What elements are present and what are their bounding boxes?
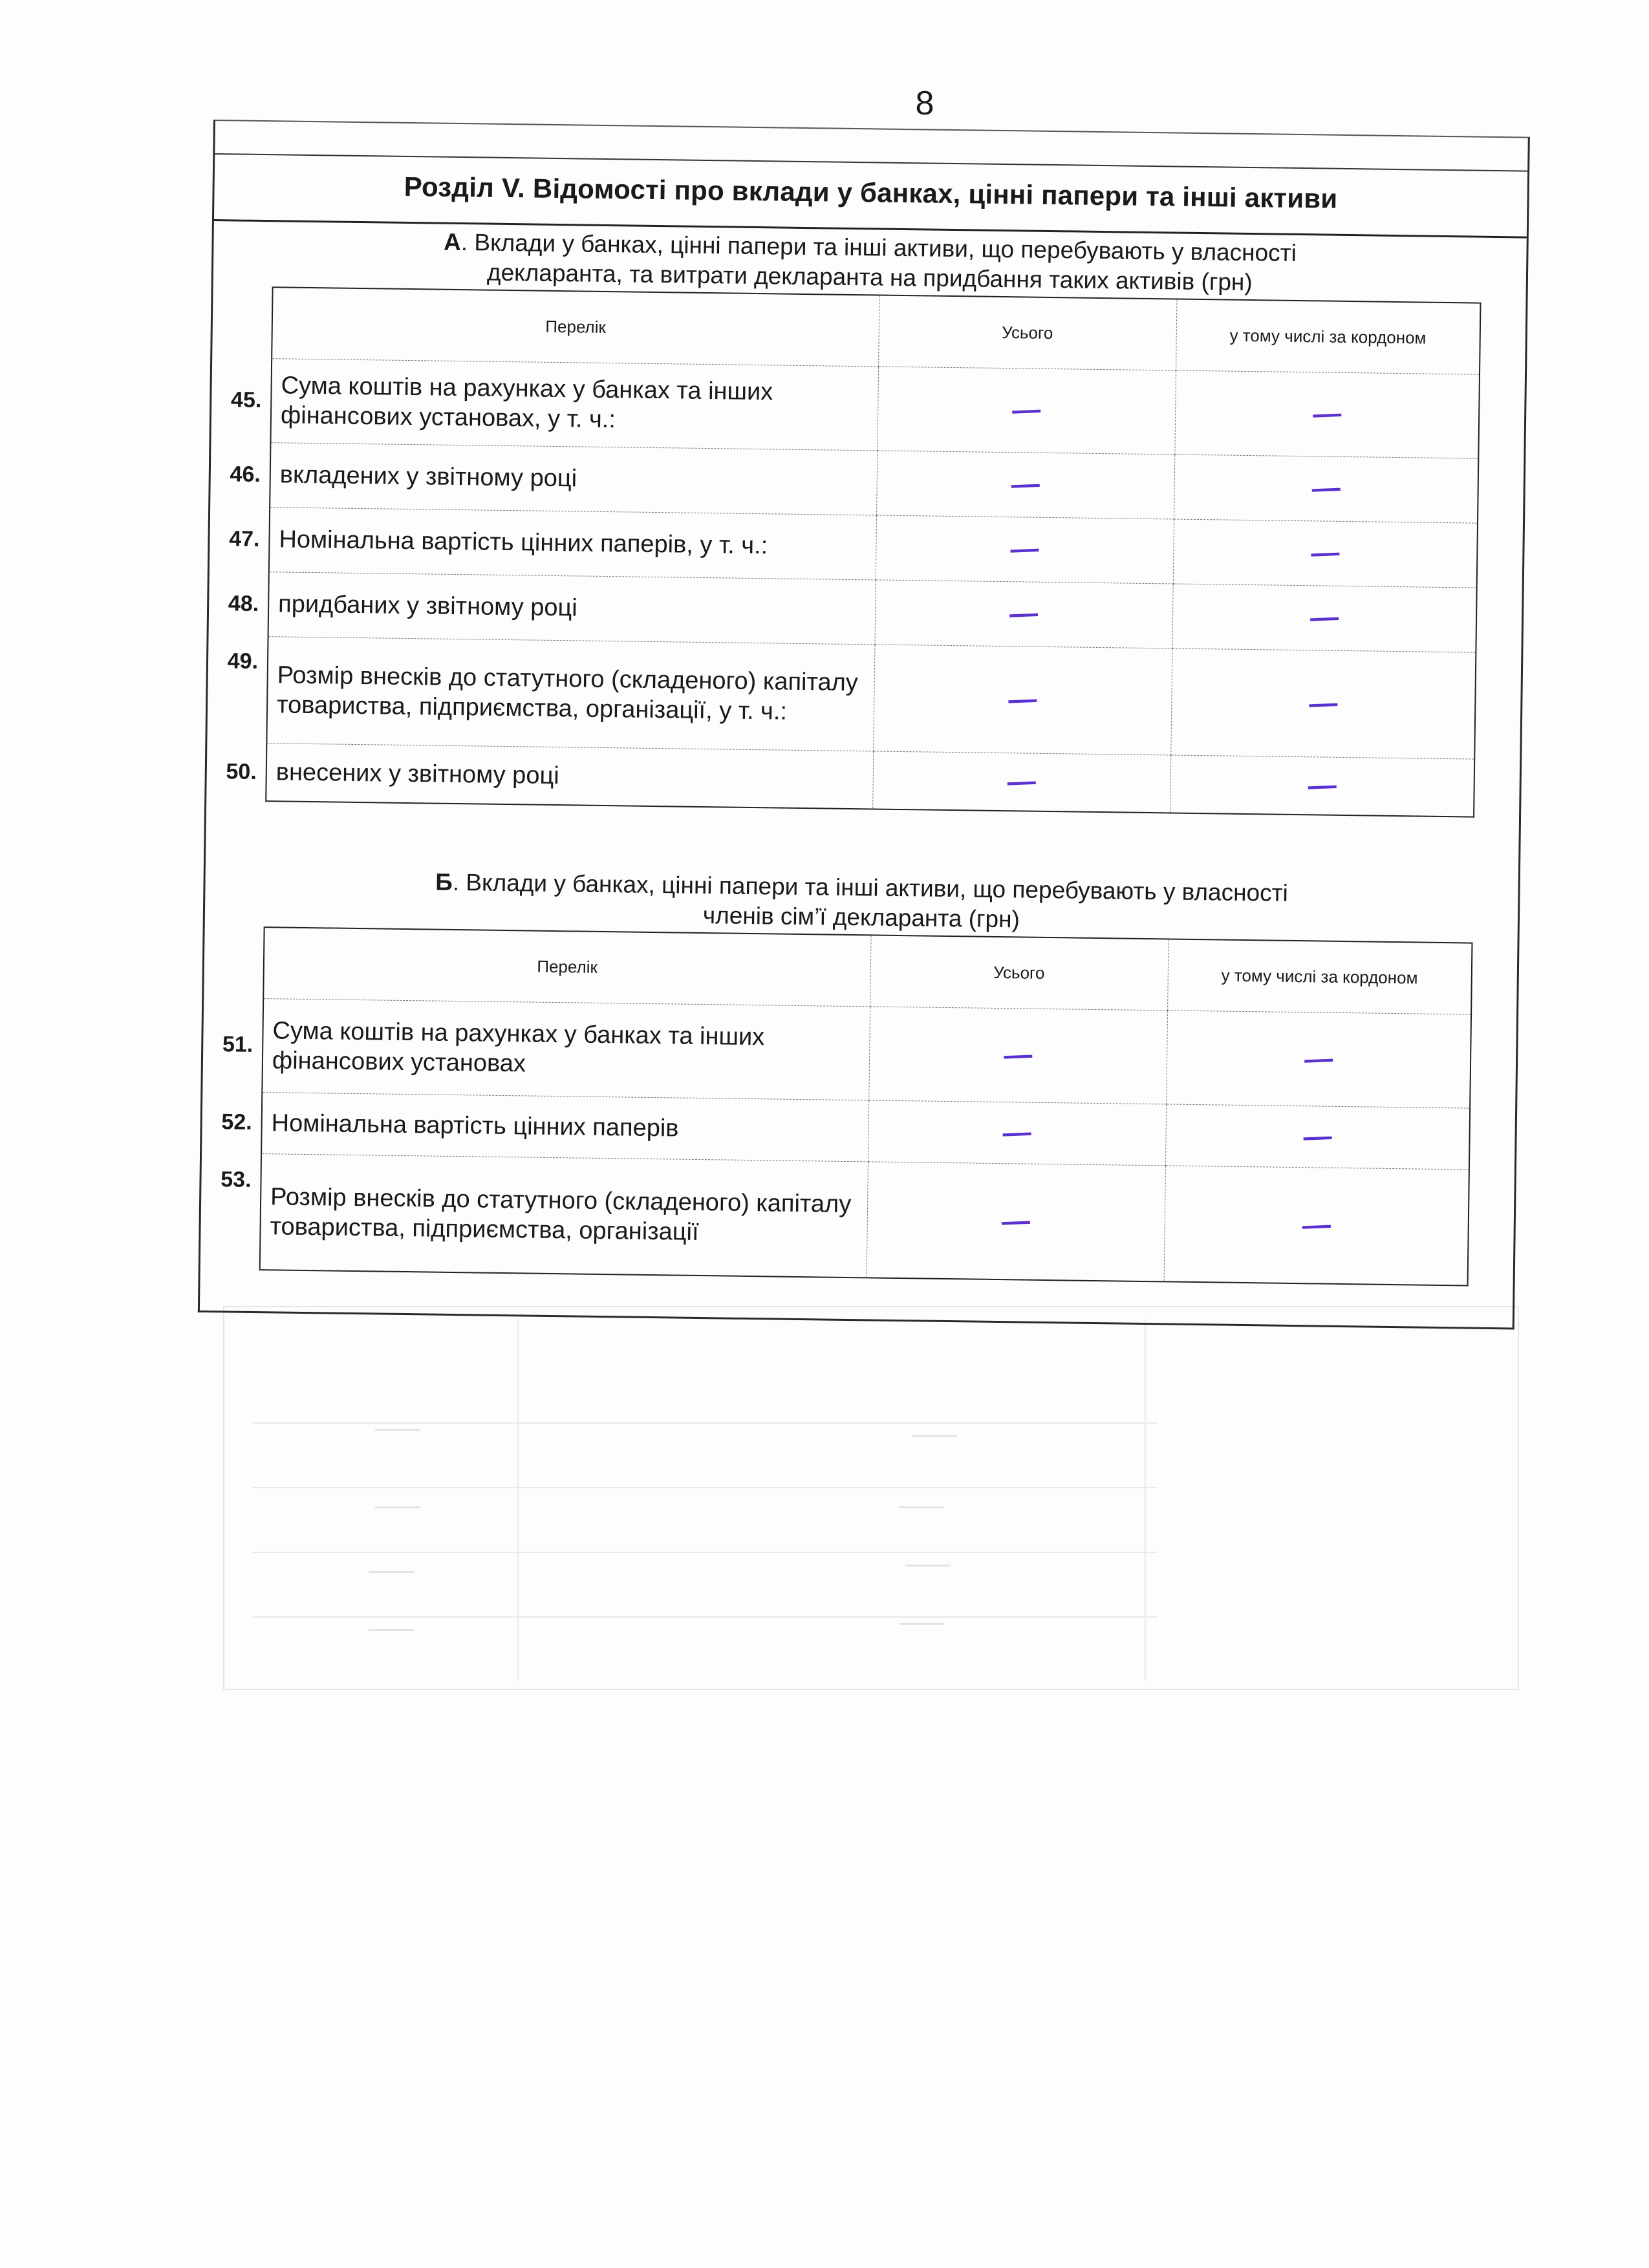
table-row xyxy=(207,636,1476,759)
table-row xyxy=(200,1153,1469,1286)
part-a-letter: А xyxy=(443,228,462,256)
header-list: Перелік xyxy=(263,927,870,1006)
row-number: 53. xyxy=(200,1153,261,1270)
total-value: — xyxy=(1009,532,1040,566)
abroad-value: — xyxy=(1308,687,1339,720)
header-list: Перелік xyxy=(272,287,879,366)
page-number: 8 xyxy=(915,85,934,122)
row-number: 47. xyxy=(210,506,270,572)
abroad-value: — xyxy=(1301,1208,1331,1242)
row-label: Номінальна вартість цінних паперів, у т. ч.: xyxy=(269,507,876,579)
part-a-title-line2: декларанта, та витрати декларанта на придбання таких активів (грн) xyxy=(486,259,1253,296)
abroad-value: — xyxy=(1310,536,1341,570)
table-row xyxy=(211,358,1480,458)
row-number: 45. xyxy=(211,358,272,442)
bleed-through-dash xyxy=(369,1629,414,1631)
total-value: — xyxy=(1010,467,1040,501)
total-value: — xyxy=(1006,765,1037,798)
bleed-through-dash xyxy=(899,1623,944,1625)
total-value: — xyxy=(1009,597,1039,630)
declaration-form-section-v xyxy=(198,120,1530,1329)
row-label: внесених у звітному році xyxy=(266,743,873,809)
bleed-through-line xyxy=(1145,1319,1146,1681)
bleed-through-dash xyxy=(905,1565,951,1567)
row-number: 51. xyxy=(202,998,263,1092)
row-number: 46. xyxy=(210,442,270,507)
abroad-value: — xyxy=(1309,601,1339,634)
bleed-through-dash xyxy=(369,1571,414,1573)
header-abroad: у тому числі за кордоном xyxy=(1167,939,1472,1014)
header-total: Усього xyxy=(878,295,1176,370)
part-b-table xyxy=(200,926,1473,1287)
bleed-through-dash xyxy=(375,1429,420,1431)
total-value: — xyxy=(1002,1116,1032,1149)
part-b-title-line2: членів сім’ї декларанта (грн) xyxy=(702,902,1020,933)
bleed-through-line xyxy=(252,1487,1158,1488)
header-total: Усього xyxy=(870,935,1168,1010)
row-label: Розмір внесків до статутного (складеного) капіталу товариства, підприємства, організації, у т. ч.: xyxy=(266,636,874,751)
row-number: 52. xyxy=(202,1091,262,1153)
row-number: 49. xyxy=(207,636,268,743)
abroad-value: — xyxy=(1302,1120,1333,1153)
part-a-table xyxy=(206,286,1481,818)
row-label: Сума коштів на рахунках у банках та інших фінансових установах, у т. ч.: xyxy=(270,358,878,450)
abroad-value: — xyxy=(1311,471,1341,505)
abroad-value: — xyxy=(1307,769,1337,802)
total-value: — xyxy=(1008,683,1038,716)
row-label: Сума коштів на рахунках у банках та інших фінансових установах xyxy=(262,998,870,1100)
row-label: придбаних у звітному році xyxy=(268,572,876,644)
part-b-title-line1: . Вклади у банках, цінні папери та інші активи, що перебувають у власності xyxy=(452,868,1289,906)
total-value: — xyxy=(1003,1038,1033,1071)
row-label: вкладених у звітному році xyxy=(270,442,877,515)
bleed-through-line xyxy=(252,1552,1158,1553)
bleed-through-line xyxy=(517,1319,519,1681)
bleed-through-dash xyxy=(375,1506,420,1508)
bleed-through-line xyxy=(252,1616,1158,1618)
part-a-title-line1: . Вклади у банках, цінні папери та інші активи, що перебувають у власності xyxy=(460,229,1297,266)
row-number: 48. xyxy=(209,571,269,636)
part-b-letter: Б xyxy=(435,868,453,895)
bleed-through-table xyxy=(223,1306,1519,1690)
table-row xyxy=(202,998,1471,1108)
bleed-through-dash xyxy=(899,1506,944,1508)
row-label: Номінальна вартість цінних паперів xyxy=(261,1092,868,1161)
bleed-through-dash xyxy=(912,1435,957,1437)
bleed-through-line xyxy=(252,1422,1158,1424)
total-value: — xyxy=(1000,1204,1031,1237)
section-title xyxy=(214,153,1527,239)
header-abroad: у тому числі за кордоном xyxy=(1176,299,1480,374)
total-value: — xyxy=(1011,393,1042,427)
row-number: 50. xyxy=(206,742,266,801)
row-label: Розмір внесків до статутного (складеного) капіталу товариства, підприємства, організації xyxy=(260,1153,868,1278)
section-title-text: Розділ V. Відомості про вклади у банках, цінні папери та інші активи xyxy=(404,171,1338,214)
abroad-value: — xyxy=(1311,397,1342,431)
abroad-value: — xyxy=(1303,1042,1333,1075)
